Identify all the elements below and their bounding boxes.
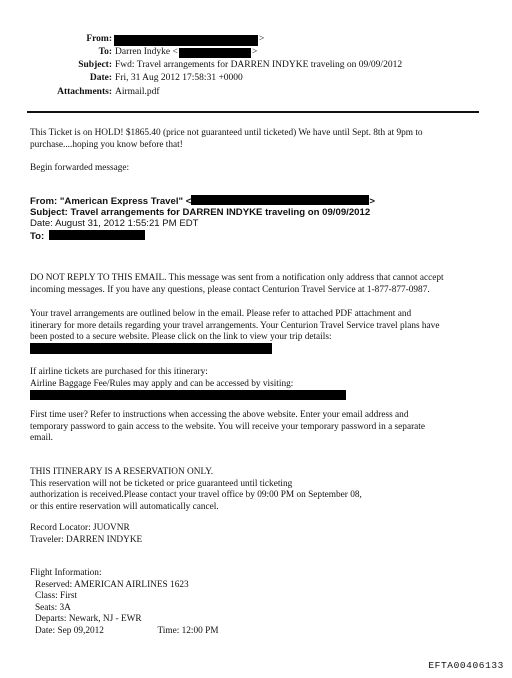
from-bracket: >	[259, 34, 265, 44]
record-info	[30, 523, 482, 546]
first-time-paragraph	[30, 410, 482, 445]
to-value: Darren Indyke <	[115, 47, 178, 57]
redacted-to-address	[179, 48, 251, 58]
paragraph-line: DO NOT REPLY TO THIS EMAIL. This message was sent from a notification only address that cannot accept	[30, 273, 444, 283]
flight-seats: Seats: 3A	[35, 602, 71, 613]
flight-class: Class: First	[35, 591, 78, 602]
subject-value: Fwd: Travel arrangements for DARREN INDYKE traveling on 09/09/2012	[115, 60, 403, 70]
flight-information	[30, 568, 482, 638]
redacted-baggage-link[interactable]	[30, 390, 346, 400]
paragraph-line: email.	[30, 433, 53, 444]
fwd-to-line	[30, 230, 482, 242]
intro-line: purchase....hoping you know before that!	[30, 139, 183, 150]
header-divider	[27, 111, 479, 113]
traveler-name: Traveler: DARREN INDYKE	[30, 534, 143, 545]
paragraph-line: First time user? Refer to instructions when accessing the above website. Enter your email address and	[30, 410, 409, 420]
flight-date-line	[30, 626, 482, 638]
record-locator: Record Locator: JUOVNR	[30, 523, 130, 533]
reservation-paragraph	[30, 467, 482, 513]
arrangements-paragraph	[30, 309, 482, 344]
flight-heading: Flight Information:	[30, 568, 102, 578]
from-label: From:	[86, 34, 112, 44]
to-label: To:	[98, 47, 112, 57]
paragraph-line: temporary password to gain access to the website. You will receive your temporary password in a separate	[30, 421, 426, 432]
flight-reserved: Reserved: AMERICAN AIRLINES 1623	[35, 579, 189, 590]
intro-line: This Ticket is on HOLD! $1865.40 (price not guaranteed until ticketed) We have until Sept. 8th at 9pm to	[30, 128, 423, 138]
redacted-fwd-to-address	[49, 230, 145, 240]
fwd-from-bracket: >	[369, 196, 375, 207]
flight-departs: Departs: Newark, NJ - EWR	[35, 614, 142, 625]
date-label: Date:	[89, 73, 112, 83]
paragraph-line: incoming messages. If you have any questions, please contact Centurion Travel Service at 1-877-877-0987.	[30, 284, 430, 295]
forwarded-header	[30, 195, 482, 242]
date-value: Fri, 31 Aug 2012 17:58:31 +0000	[115, 73, 243, 83]
begin-forwarded	[30, 163, 482, 175]
subject-label: Subject:	[78, 60, 112, 70]
attachments-label: Attachments:	[57, 87, 112, 97]
paragraph-line: Airline Baggage Fee/Rules may apply and can be accessed by visiting:	[30, 378, 294, 389]
redacted-from-address	[114, 35, 258, 46]
flight-time: Time: 12:00 PM	[157, 625, 219, 636]
redacted-trip-link[interactable]	[30, 343, 272, 354]
fwd-from-line	[30, 195, 482, 207]
paragraph-line: If airline tickets are purchased for this itinerary:	[30, 367, 208, 377]
noreply-paragraph	[30, 273, 482, 296]
fwd-to-label: To:	[30, 230, 45, 242]
paragraph-line: This reservation will not be ticketed or price guaranteed until ticketing	[30, 478, 293, 489]
paragraph-line: itinerary for more details regarding your travel arrangements. Your Centurion Travel Service travel plans have	[30, 320, 440, 331]
paragraph-line: THIS ITINERARY IS A RESERVATION ONLY.	[30, 467, 214, 477]
paragraph-line: authorization is received.Please contact your travel office by 09:00 PM on September 08,	[30, 490, 362, 501]
fwd-subject: Subject: Travel arrangements for DARREN INDYKE traveling on 09/09/2012	[30, 207, 371, 219]
attachment-link[interactable]: Airmail.pdf	[115, 87, 160, 97]
intro-note	[30, 128, 482, 151]
fwd-from-text: From: "American Express Travel" <	[30, 196, 192, 207]
flight-date: Date: Sep 09,2012	[35, 625, 104, 636]
document-id: EFTA00406133	[428, 660, 504, 671]
fwd-date: Date: August 31, 2012 1:55:21 PM EDT	[30, 218, 199, 230]
begin-forwarded-text: Begin forwarded message:	[30, 163, 130, 173]
paragraph-line: been posted to a secure website. Please click on the link to view your trip details:	[30, 332, 332, 343]
paragraph-line: or this entire reservation will automatically cancel.	[30, 501, 219, 512]
paragraph-line: Your travel arrangements are outlined below in the email. Please refer to attached PDF attachment and	[30, 309, 412, 319]
redacted-fwd-from-address	[191, 195, 369, 205]
airline-paragraph	[30, 367, 482, 390]
to-bracket: >	[252, 47, 258, 57]
